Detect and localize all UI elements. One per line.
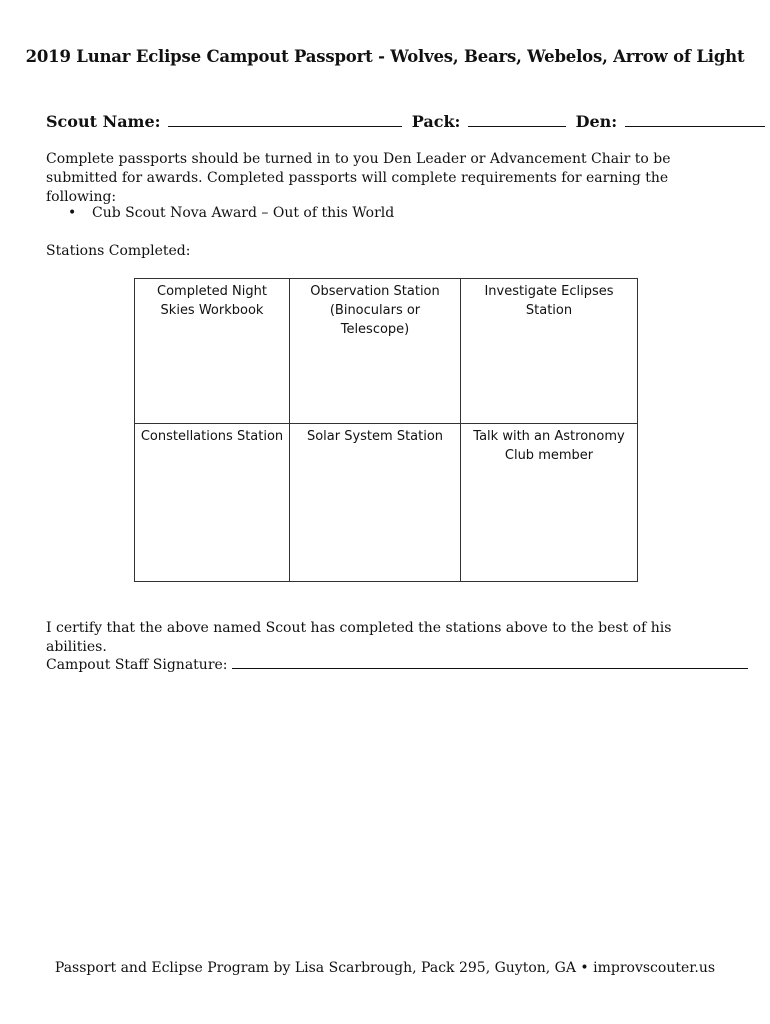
scout-name-field[interactable]: [168, 112, 402, 127]
station-label: Completed Night Skies Workbook: [157, 284, 267, 318]
stations-table: [134, 278, 638, 582]
den-field[interactable]: [625, 112, 765, 127]
station-label: Investigate Eclipses Station: [484, 284, 614, 318]
pack-field[interactable]: [468, 112, 566, 127]
den-label: Den:: [575, 112, 618, 131]
signature-label: Campout Staff Signature:: [46, 657, 228, 673]
station-cell[interactable]: [290, 424, 461, 582]
station-cell[interactable]: [461, 279, 638, 424]
bullet-icon: •: [68, 205, 77, 221]
certification-statement: I certify that the above named Scout has completed the stations above to the best of his abilities.: [46, 620, 672, 655]
station-label: Observation Station (Binoculars or Telescope): [310, 284, 440, 337]
station-label: Talk with an Astronomy Club member: [473, 429, 625, 463]
award-text: Cub Scout Nova Award – Out of this World: [92, 205, 395, 221]
station-label: Solar System Station: [306, 429, 444, 444]
scout-info-fields: [46, 112, 726, 131]
station-cell[interactable]: [135, 424, 290, 582]
station-cell[interactable]: [461, 424, 638, 582]
award-list-item: [68, 205, 394, 221]
stations-label: Stations Completed:: [46, 243, 191, 259]
intro-paragraph: Complete passports should be turned in to you Den Leader or Advancement Chair to be submitted for awards. Completed passports will complete requirements for earning the following:: [46, 151, 671, 205]
station-cell[interactable]: [290, 279, 461, 424]
signature-row: [46, 655, 726, 673]
page-title: 2019 Lunar Eclipse Campout Passport - Wolves, Bears, Webelos, Arrow of Light: [25, 47, 745, 66]
pack-label: Pack:: [411, 112, 461, 131]
station-label: Constellations Station: [140, 429, 284, 444]
footer-credit: Passport and Eclipse Program by Lisa Scarbrough, Pack 295, Guyton, GA • improvscouter.us: [54, 960, 716, 976]
station-cell[interactable]: [135, 279, 290, 424]
signature-field[interactable]: [232, 655, 748, 669]
scout-name-label: Scout Name:: [46, 112, 161, 131]
